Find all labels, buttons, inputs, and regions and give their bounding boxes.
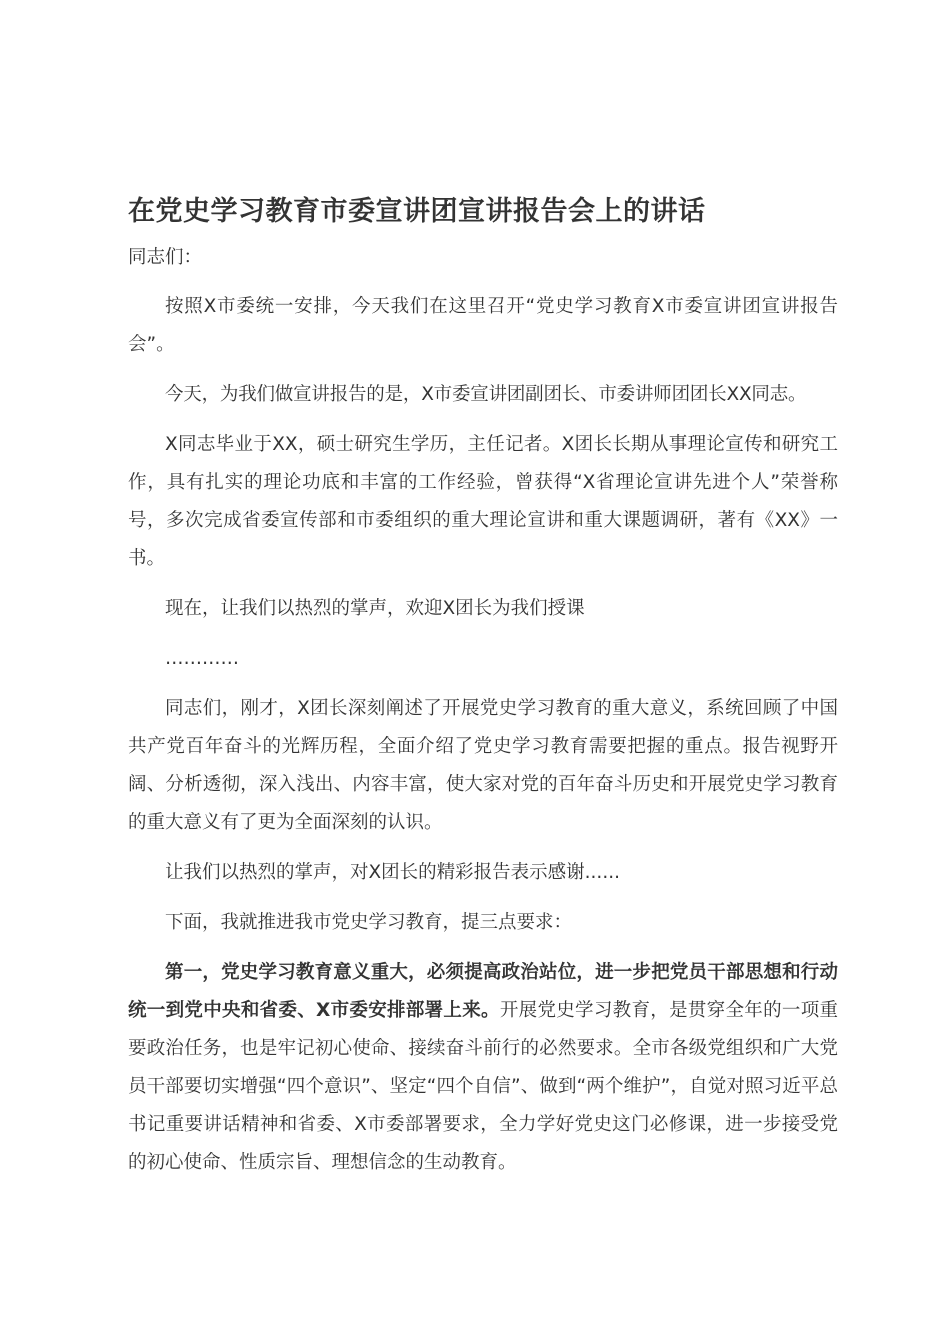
paragraph-summary: 同志们，刚才，X团长深刻阐述了开展党史学习教育的重大意义，系统回顾了中国共产党百年奋斗的光辉历程，全面介绍了党史学习教育需要把握的重点。报告视野开阔、分析透彻，深入浅出、内容丰富，使大家对党的百年奋斗历史和开展党史学习教育的重大意义有了更为全面深刻的认识。 (128, 698, 838, 833)
paragraph-point-one (128, 954, 838, 1182)
salutation: 同志们： (128, 247, 203, 268)
document-page (128, 192, 838, 1194)
paragraph-requirements-intro: 下面，我就推进我市党史学习教育，提三点要求： (165, 912, 573, 933)
paragraph-ellipsis: ………… (165, 648, 239, 669)
paragraph-speaker-intro: 今天，为我们做宣讲报告的是，X市委宣讲团副团长、市委讲师团团长XX同志。 (165, 384, 807, 405)
point-one-heading: 第一，党史学习教育意义重大，必须提高政治站位，进一步把党员干部思想和行动统一到党中央和省委、X市委安排部署上来。 (128, 962, 838, 1021)
document-title: 在党史学习教育市委宣讲团宣讲报告会上的讲话 (128, 196, 706, 227)
point-one-body: 开展党史学习教育，是贯穿全年的一项重要政治任务，也是牢记初心使命、接续奋斗前行的必然要求。全市各级党组织和广大党员干部要切实增强“四个意识”、坚定“四个自信”、做到“两个维护”，自觉对照习近平总书记重要讲话精神和省委、X市委部署要求，全力学好党史这门必修课，进一步接受党的初心使命、性质宗旨、理想信念的生动教育。 (128, 1000, 838, 1173)
paragraph-arrangement: 按照X市委统一安排，今天我们在这里召开“党史学习教育X市委宣讲团宣讲报告会”。 (128, 296, 838, 355)
paragraph-thanks: 让我们以热烈的掌声，对X团长的精彩报告表示感谢...... (165, 862, 620, 883)
paragraph-speaker-bio: X同志毕业于XX，硕士研究生学历，主任记者。X团长长期从事理论宣传和研究工作，具有扎实的理论功底和丰富的工作经验，曾获得“X省理论宣讲先进个人”荣誉称号，多次完成省委宣传部和市委组织的重大理论宣讲和重大课题调研，著有《XX》一书。 (128, 434, 838, 569)
paragraph-welcome: 现在，让我们以热烈的掌声，欢迎X团长为我们授课 (165, 598, 585, 619)
